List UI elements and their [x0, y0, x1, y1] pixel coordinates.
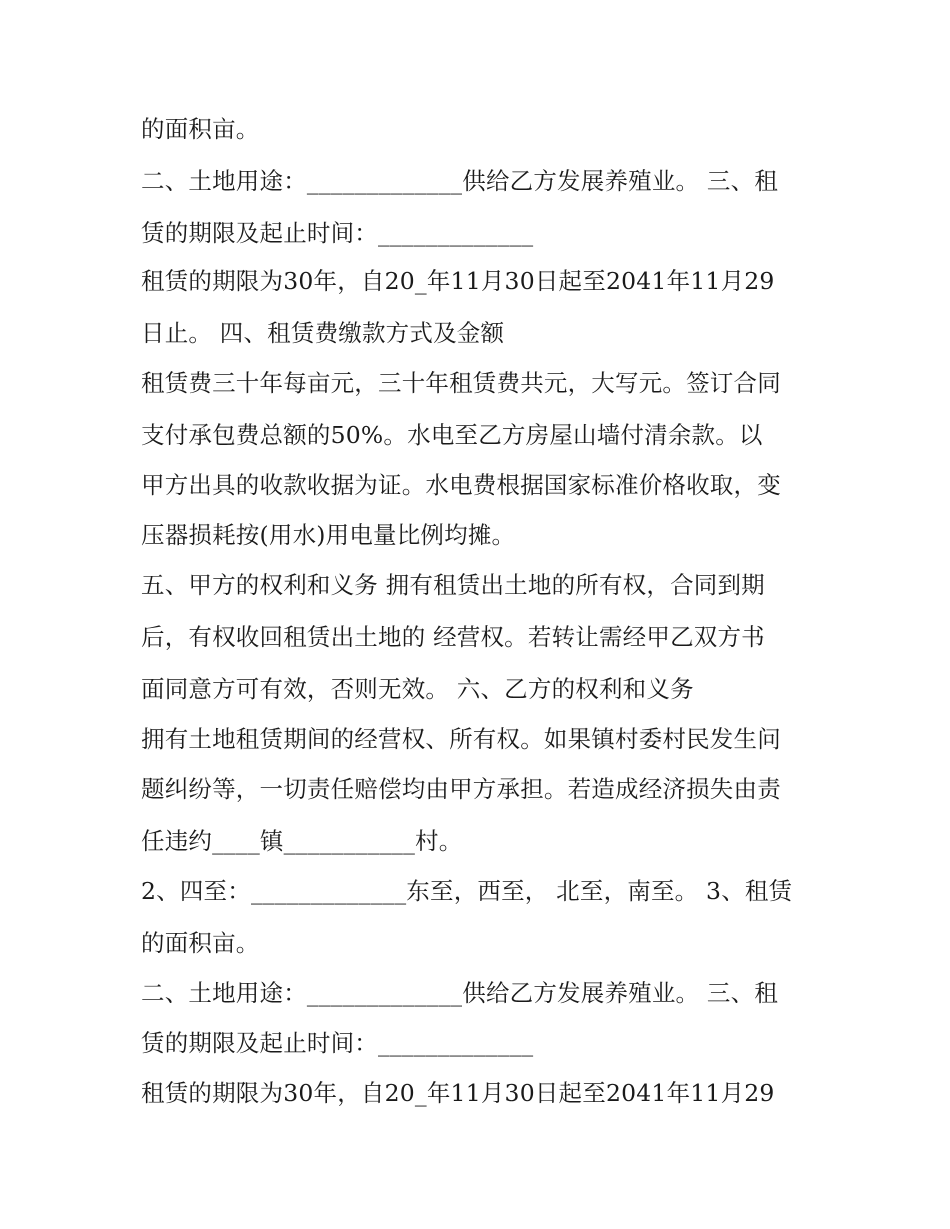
text-line-9: 压器损耗按(用水)用电量比例均摊。 — [141, 521, 516, 549]
text-line-4: 租赁的期限为30年，自20_年11月30日起至2041年11月29 — [141, 267, 775, 295]
text-line-6: 租赁费三十年每亩元，三十年租赁费共元，大写元。签订合同 — [141, 369, 781, 397]
text-line-15: 任违约____镇___________村。 — [141, 827, 463, 855]
text-line-5: 日止。 四、租赁费缴款方式及金额 — [141, 319, 505, 347]
text-line-18: 二、土地用途：_____________供给乙方发展养殖业。 三、租 — [141, 979, 779, 1007]
text-line-16: 2、四至：_____________东至，西至， 北至，南至。 3、租赁 — [141, 877, 793, 905]
text-line-3: 赁的期限及起止时间：_____________ — [141, 219, 534, 247]
text-line-10: 五、甲方的权利和义务 拥有租赁出土地的所有权，合同到期 — [141, 571, 765, 599]
text-line-2: 二、土地用途：_____________供给乙方发展养殖业。 三、租 — [141, 167, 779, 195]
text-line-1: 的面积亩。 — [141, 115, 260, 143]
text-line-17: 的面积亩。 — [141, 929, 260, 957]
text-line-12: 面同意方可有效，否则无效。 六、乙方的权利和义务 — [141, 675, 694, 703]
text-line-20: 租赁的期限为30年，自20_年11月30日起至2041年11月29 — [141, 1079, 775, 1107]
text-line-19: 赁的期限及起止时间：_____________ — [141, 1029, 534, 1057]
text-line-14: 题纠纷等，一切责任赔偿均由甲方承担。若造成经济损失由责 — [141, 775, 781, 803]
text-line-7: 支付承包费总额的50%。水电至乙方房屋山墙付清余款。以 — [141, 421, 763, 449]
text-line-8: 甲方出具的收款收据为证。水电费根据国家标准价格收取，变 — [141, 471, 781, 499]
text-line-13: 拥有土地租赁期间的经营权、所有权。如果镇村委村民发生问 — [141, 725, 781, 753]
text-line-11: 后，有权收回租赁出土地的 经营权。若转让需经甲乙双方书 — [141, 623, 765, 651]
